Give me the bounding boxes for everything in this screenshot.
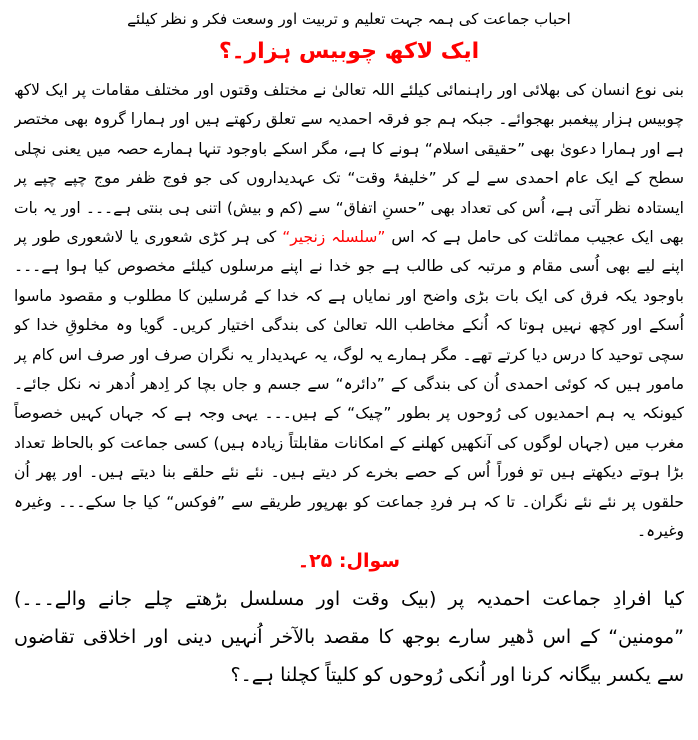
paragraph-part-2: کی ہر کڑی شعوری یا لاشعوری طور پر اپنے لیے بھی اُسی مقام و مرتبہ کی طالب ہے جو خدا نے اپنے مرسلوں کیلئے مخصوص کیا ہوا ہے۔۔۔ باوجود یکہ فرق کی ایک بات بڑی واضح اور نمایاں ہے کہ خدا کے مُرسلین کا مطلوب و مقصود ماسوا اُسکے اور کچھ نہیں ہوتا کہ اُنکے مخاطب اللہ تعالیٰ کی بندگی اختیار کریں۔ گویا وہ مخلوقِ خدا کو سچی توحید کا درس دیا کرتے تھے۔ مگر ہمارے یہ لوگ، یہ عہدیدار یہ نگران صرف اور صرف اس کام پر مامور ہیں کہ کوئی احمدی اُن کی بندگی کے ”دائرہ“ سے جسم و جاں بچا کر اِدھر اُدھر نہ نکل جائے۔ کیونکہ یہ ہم احمدیوں کی رُوحوں پر بطور ”چیک“ کے ہیں۔۔۔ یہی وجہ ہے کہ جہاں کہیں خصوصاً مغرب میں (جہاں لوگوں کی آنکھیں کھلنے کے امکانات مقابلتاً زیادہ ہیں) کسی جماعت کو بالحاظ تعداد بڑا ہوتے دیکھتے ہیں تو فوراً اُس کے حصے بخرے کر دیتے ہیں۔ نئے نئے حلقے بنا دیتے ہیں۔ اور پھر اُن حلقوں پر نئے نئے نگران۔ تا کہ ہر فردِ جماعت کو بھرپور طریقے سے ”فوکس“ کیا جا سکے۔۔۔ وغیرہ وغیرہ۔ xyxy=(14,228,684,541)
page-header: احباب جماعت کی ہمہ جہت تعلیم و تربیت اور وسعت فکر و نظر کیلئے xyxy=(127,10,571,28)
question-text: کیا افرادِ جماعت احمدیہ پر (بیک وقت اور مسلسل بڑھتے چلے جانے والے۔۔۔) ”مومنین“ کے اس ڈھیر سارے بوجھ کا مقصد بالآخر اُنہیں دینی اور اخلاقی تقاضوں سے یکسر بیگانہ کرنا اور اُنکی رُوحوں کو کلیتاً کچلنا ہے۔؟ xyxy=(14,588,684,686)
question-heading: سوال: ۲۵۔ xyxy=(297,550,401,572)
paragraph-highlight: ”سلسلہ زنجیر“ xyxy=(282,228,386,247)
main-paragraph xyxy=(14,76,684,546)
paragraph-part-1: بنی نوع انسان کی بھلائی اور راہنمائی کیلئے اللہ تعالیٰ نے مختلف وقتوں اور مختلف مقامات پر ایک لاکھ چوبیس ہزار پیغمبر بھجوائے۔ جبکہ ہم جو فرقہ احمدیہ سے تعلق رکھتے ہیں اور ہمارا گروہ بھی مختصر ہے اور ہمارا دعویٰ بھی ”حقیقی اسلام“ ہونے کا ہے، مگر اسکے باوجود تنہا ہمارے حصہ میں یعنی نچلی سطح کے ایک عام احمدی سے لے کر ”خلیفۂ وقت“ تک عہدیداروں کی جو فوج ظفر موج چپے چپے پر ایستادہ نظر آتی ہے، اُس کی تعداد بھی ”حسنِ اتفاق“ سے (کم و بیش) اتنی ہی بنتی ہے۔۔۔ اور یہ بات بھی ایک عجیب مماثلت کی حامل ہے کہ اس xyxy=(14,81,684,247)
page-title: ایک لاکھ چوبیس ہزار۔؟ xyxy=(218,39,480,64)
